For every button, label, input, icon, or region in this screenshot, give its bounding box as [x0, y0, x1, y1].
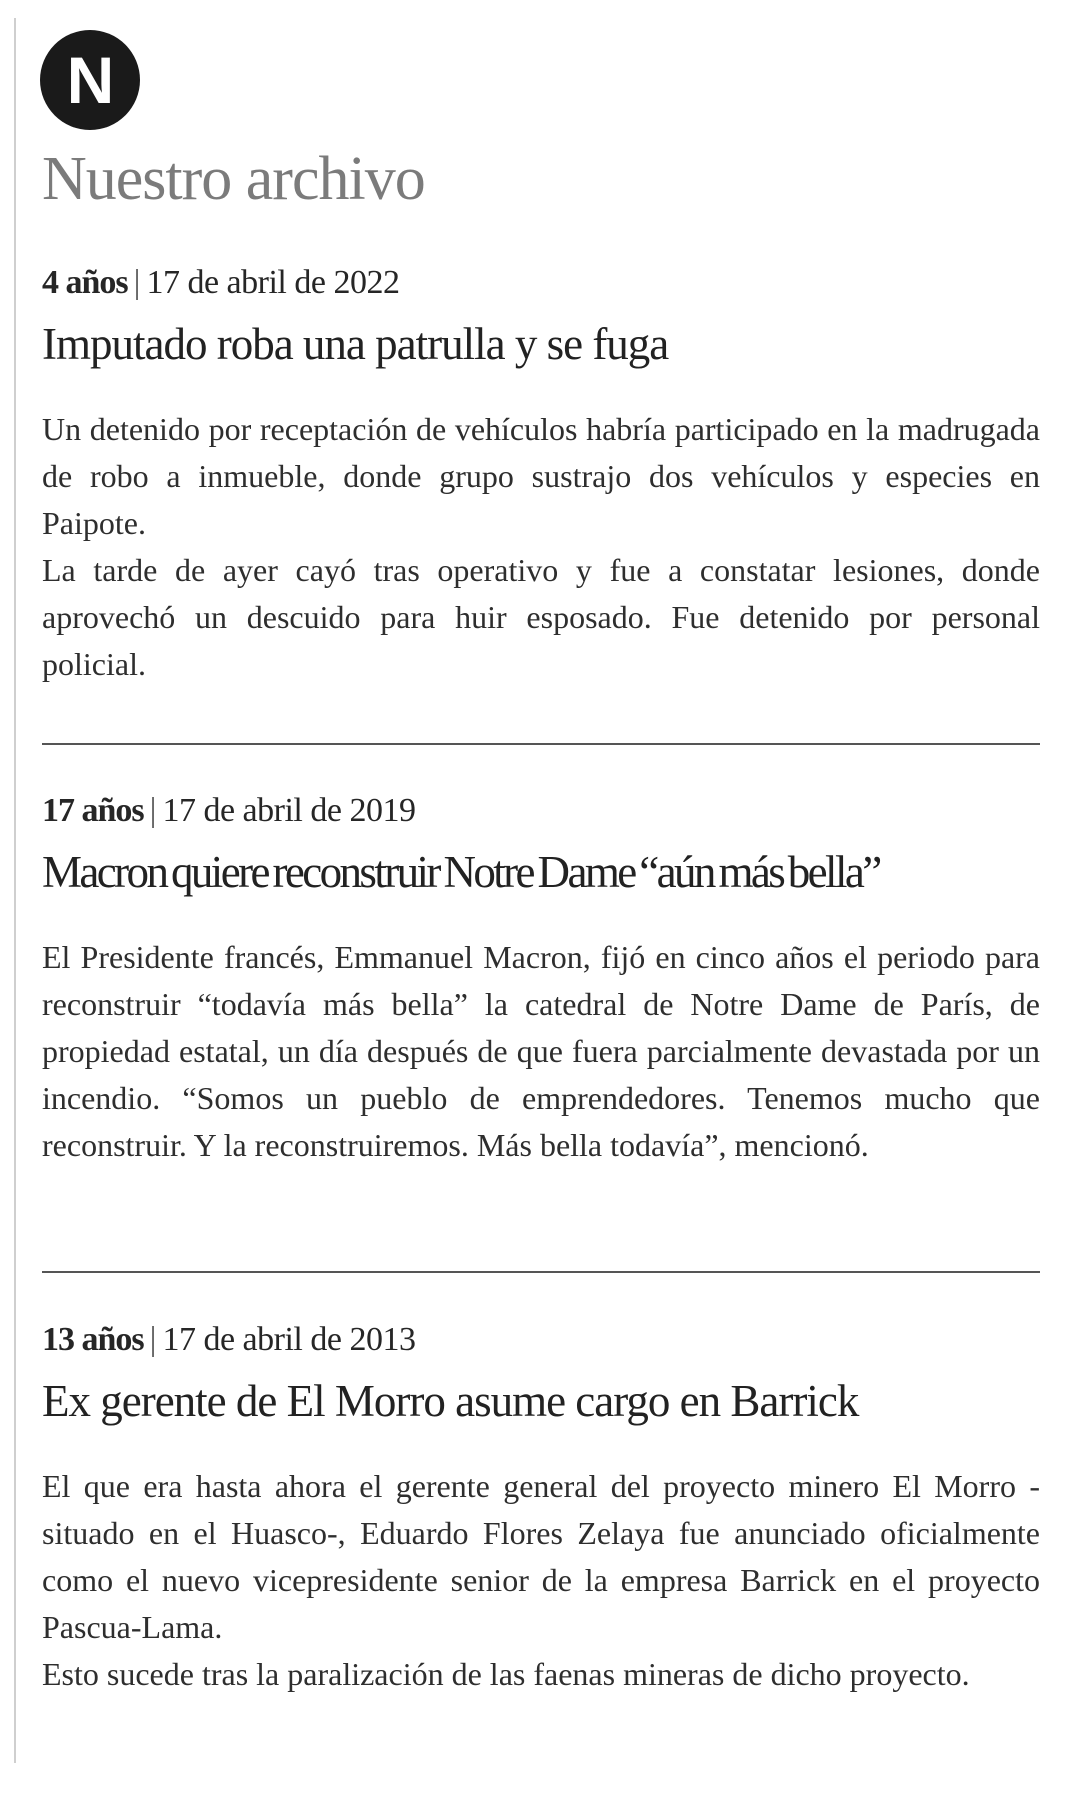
item-body [42, 406, 1040, 688]
archive-item [42, 794, 1042, 1169]
item-headline: Imputado roba una patrulla y se fuga [42, 319, 669, 369]
meta-separator: | [133, 264, 141, 301]
item-divider [42, 743, 1040, 745]
item-paragraph: El que era hasta ahora el gerente general del proyecto minero El Morro -situado en el Huasco-, Eduardo Flores Zelaya fue anunciado oficialmente como el nuevo vicepresidente senior de la empresa Barrick en el proyecto Pascua-Lama. [42, 1467, 1040, 1645]
item-date: 17 de abril de 2022 [146, 264, 400, 301]
item-divider [42, 1271, 1040, 1273]
item-body [42, 1463, 1040, 1698]
item-headline: Macron quiere reconstruir Notre Dame “aún más bella” [42, 847, 880, 897]
item-meta [42, 794, 1042, 828]
item-years-ago: 4 años [42, 264, 128, 301]
newspaper-logo-icon [40, 30, 140, 130]
item-paragraph: La tarde de ayer cayó tras operativo y fue a constatar lesiones, donde aprovechó un descuido para huir esposado. Fue detenido por personal policial. [42, 551, 1040, 682]
archive-item [42, 266, 1042, 688]
item-paragraph: Esto sucede tras la paralización de las faenas mineras de dicho proyecto. [42, 1655, 970, 1692]
item-years-ago: 13 años [42, 1321, 144, 1358]
item-date: 17 de abril de 2019 [162, 792, 416, 829]
item-paragraph: Un detenido por receptación de vehículos habría participado en la madrugada de robo a inmueble, donde grupo sustrajo dos vehículos y especies en Paipote. [42, 410, 1040, 541]
item-body [42, 934, 1040, 1169]
logo-letter: N [66, 43, 114, 117]
item-headline: Ex gerente de El Morro asume cargo en Barrick [42, 1376, 859, 1426]
meta-separator: | [149, 1321, 157, 1358]
item-meta [42, 1323, 1042, 1357]
archive-item [42, 1323, 1042, 1698]
column-left-rule [14, 18, 16, 1763]
meta-separator: | [149, 792, 157, 829]
item-date: 17 de abril de 2013 [162, 1321, 416, 1358]
item-meta [42, 266, 1042, 300]
item-paragraph: El Presidente francés, Emmanuel Macron, fijó en cinco años el periodo para reconstruir “todavía más bella” la catedral de Notre Dame de París, de propiedad estatal, un día después de que fuera parcialmente devastada por un incendio. “Somos un pueblo de emprendedores. Tenemos mucho que reconstruir. Y la reconstruiremos. Más bella todavía”, mencionó. [42, 938, 1040, 1163]
section-title: Nuestro archivo [42, 145, 425, 213]
item-years-ago: 17 años [42, 792, 144, 829]
